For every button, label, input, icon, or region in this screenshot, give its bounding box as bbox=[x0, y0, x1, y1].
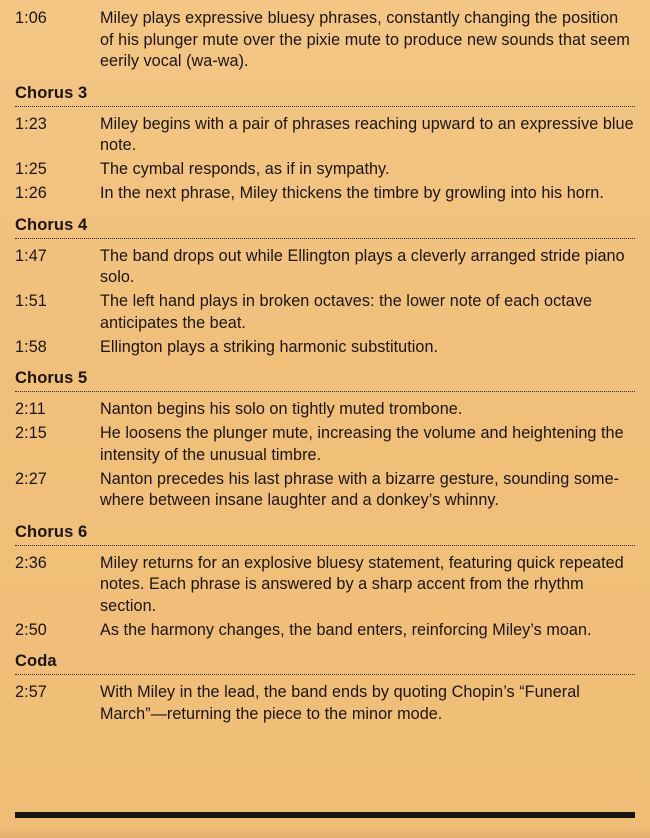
section-chorus-3 bbox=[15, 83, 637, 205]
timestamp: 2:27 bbox=[15, 469, 47, 488]
dotted-divider bbox=[15, 106, 635, 107]
timeline-row bbox=[15, 8, 637, 73]
event-description: The cymbal responds, as if in sympathy. bbox=[100, 160, 390, 178]
timestamp: 1:23 bbox=[15, 114, 47, 133]
event-description: The band drops out while Ellington plays a cleverly arranged stride piano solo. bbox=[100, 246, 625, 286]
listening-guide-table bbox=[15, 8, 637, 728]
timeline-row bbox=[15, 337, 637, 359]
timeline-row bbox=[15, 682, 637, 725]
event-description: Miley plays expressive bluesy phrases, constantly changing the position of his plunger mute over the pixie mute to produce new sounds that seem eerily vocal (wa-wa). bbox=[100, 9, 630, 70]
timeline-row bbox=[15, 553, 637, 618]
section-heading: Chorus 6 bbox=[15, 522, 88, 541]
event-description: Miley returns for an explosive bluesy statement, featuring quick repeated notes. Each phrase is answered by a sharp accent from the rhythm section. bbox=[100, 553, 624, 615]
section-heading: Chorus 4 bbox=[15, 215, 88, 234]
timeline-row bbox=[15, 159, 637, 181]
section-coda bbox=[15, 651, 637, 725]
timeline-row bbox=[15, 620, 637, 642]
timestamp: 1:06 bbox=[15, 9, 47, 27]
timeline-row bbox=[15, 291, 637, 334]
event-description: Nanton precedes his last phrase with a bizarre gesture, sounding some-where between insane laughter and a donkey’s whinny. bbox=[100, 469, 620, 509]
event-description: In the next phrase, Miley thickens the timbre by growling into his horn. bbox=[100, 184, 604, 202]
dotted-divider bbox=[15, 545, 635, 546]
dotted-divider bbox=[15, 238, 635, 239]
timestamp: 1:26 bbox=[15, 184, 47, 202]
event-description: Miley begins with a pair of phrases reaching upward to an expressive blue note. bbox=[100, 114, 634, 154]
timestamp: 2:11 bbox=[15, 400, 46, 418]
page-edge-shadow bbox=[0, 826, 650, 838]
event-description: He loosens the plunger mute, increasing the volume and heightening the intensity of the unusual timbre. bbox=[100, 424, 624, 464]
timestamp: 2:36 bbox=[15, 553, 47, 572]
timeline-row bbox=[15, 423, 637, 466]
timestamp: 1:25 bbox=[15, 160, 47, 178]
timeline-row bbox=[15, 246, 637, 289]
timestamp: 2:57 bbox=[15, 683, 47, 701]
section-chorus-4 bbox=[15, 215, 637, 359]
event-description: The left hand plays in broken octaves: the lower note of each octave anticipates the beat. bbox=[100, 292, 593, 332]
event-description: Ellington plays a striking harmonic substitution. bbox=[100, 337, 439, 356]
timestamp: 1:47 bbox=[15, 246, 47, 265]
timeline-row bbox=[15, 183, 637, 205]
event-description: As the harmony changes, the band enters, reinforcing Miley’s moan. bbox=[100, 620, 592, 639]
timestamp: 2:15 bbox=[15, 424, 47, 442]
timestamp: 1:51 bbox=[15, 292, 47, 310]
dotted-divider bbox=[15, 674, 635, 675]
section-heading: Chorus 5 bbox=[15, 369, 88, 387]
section-chorus-6 bbox=[15, 522, 637, 642]
section-chorus-5 bbox=[15, 368, 637, 512]
section-heading: Coda bbox=[15, 652, 57, 670]
section-heading: Chorus 3 bbox=[15, 83, 88, 102]
dotted-divider bbox=[15, 391, 635, 392]
timestamp: 1:58 bbox=[15, 337, 47, 356]
event-description: With Miley in the lead, the band ends by quoting Chopin’s “Funeral March”—returning the piece to the minor mode. bbox=[100, 683, 580, 723]
event-description: Nanton begins his solo on tightly muted trombone. bbox=[100, 400, 463, 418]
table-bottom-rule bbox=[15, 812, 635, 818]
timeline-row bbox=[15, 399, 637, 421]
timeline-row bbox=[15, 114, 637, 157]
timeline-row bbox=[15, 469, 637, 512]
timestamp: 2:50 bbox=[15, 620, 47, 639]
